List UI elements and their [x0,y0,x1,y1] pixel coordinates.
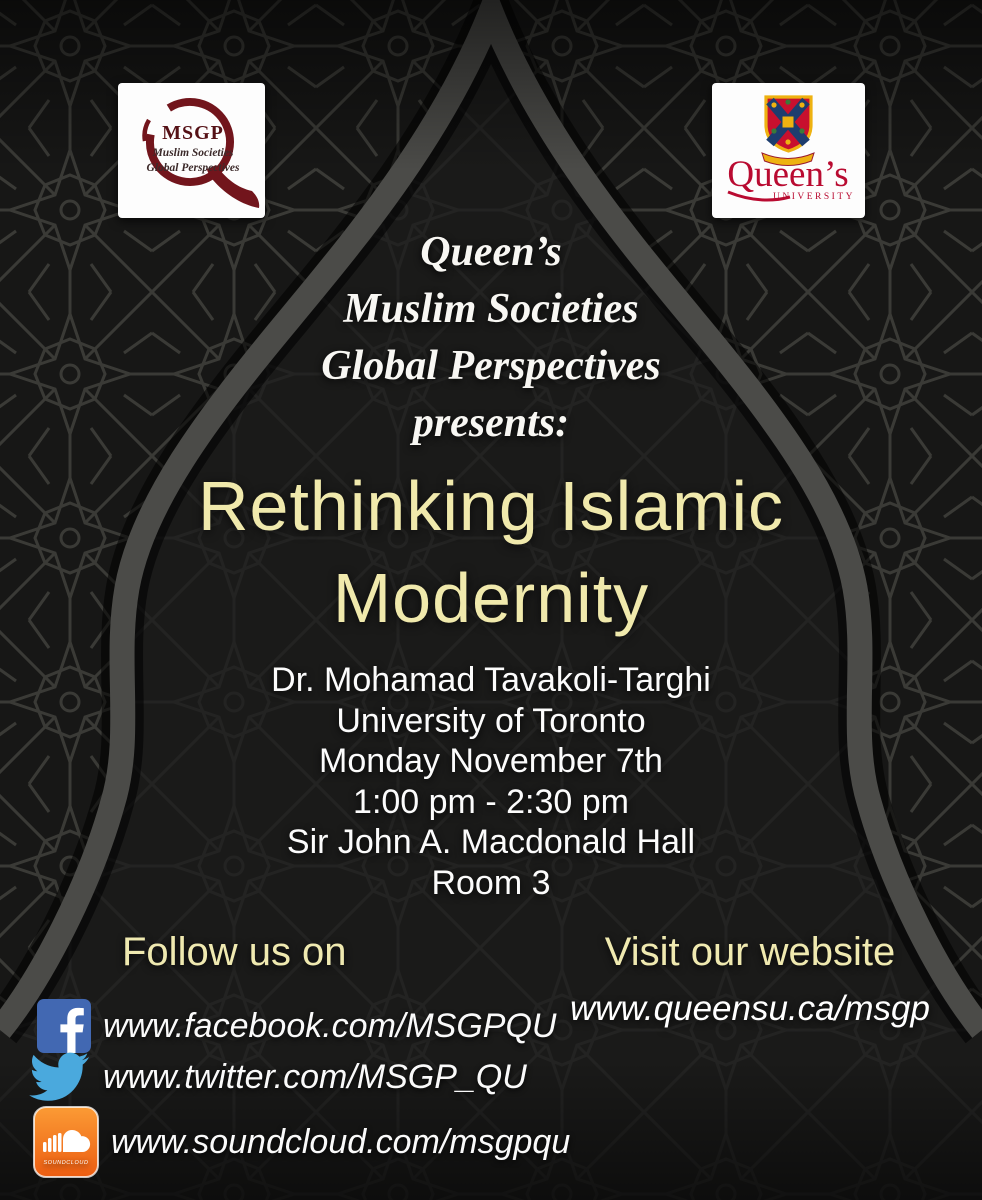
intro-line-4: presents: [412,400,570,446]
msgp-logo [118,83,265,218]
soundcloud-icon-label: SOUNDCLOUD [43,1160,89,1166]
event-date: Monday November 7th [319,742,663,780]
msgp-logo-graphic [118,83,265,218]
event-details [0,660,982,903]
msgp-logo-line2: Global Perspectives [146,162,240,174]
twitter-url[interactable]: www.twitter.com/MSGP_QU [103,1058,527,1096]
soundcloud-row [33,1104,570,1180]
queens-logo [712,83,865,218]
facebook-url[interactable]: www.facebook.com/MSGPQU [103,1007,557,1045]
event-title-line-2: Modernity [332,559,650,637]
twitter-row [27,1052,527,1102]
event-title-line-1: Rethinking Islamic [198,467,784,545]
queens-sub: UNIVERSITY [773,192,855,202]
facebook-icon [37,999,91,1053]
website-heading: Visit our website [604,930,896,974]
soundcloud-url[interactable]: www.soundcloud.com/msgpqu [111,1123,571,1161]
twitter-icon [27,1051,91,1103]
msgp-logo-line1: Muslim Societies [152,147,234,159]
intro-line-3: Global Perspectives [321,343,661,389]
intro-line-2: Muslim Societies [343,286,639,332]
website-url[interactable]: www.queensu.ca/msgp [570,989,930,1028]
event-room: Room 3 [431,863,551,902]
intro-block [0,224,982,452]
speaker-name: Dr. Mohamad Tavakoli-Targhi [271,661,711,699]
event-time: 1:00 pm - 2:30 pm [353,782,629,821]
facebook-row [37,997,556,1055]
msgp-logo-abbr: MSGP [162,122,224,144]
soundcloud-icon [33,1106,99,1178]
follow-heading: Follow us on [122,930,347,974]
event-venue: Sir John A. Macdonald Hall [286,823,696,861]
queens-wordmark: Queen’s [727,154,849,195]
queens-logo-graphic [712,83,865,218]
event-title [0,460,982,644]
speaker-affiliation: University of Toronto [336,701,646,740]
intro-line-1: Queen’s [420,229,562,275]
